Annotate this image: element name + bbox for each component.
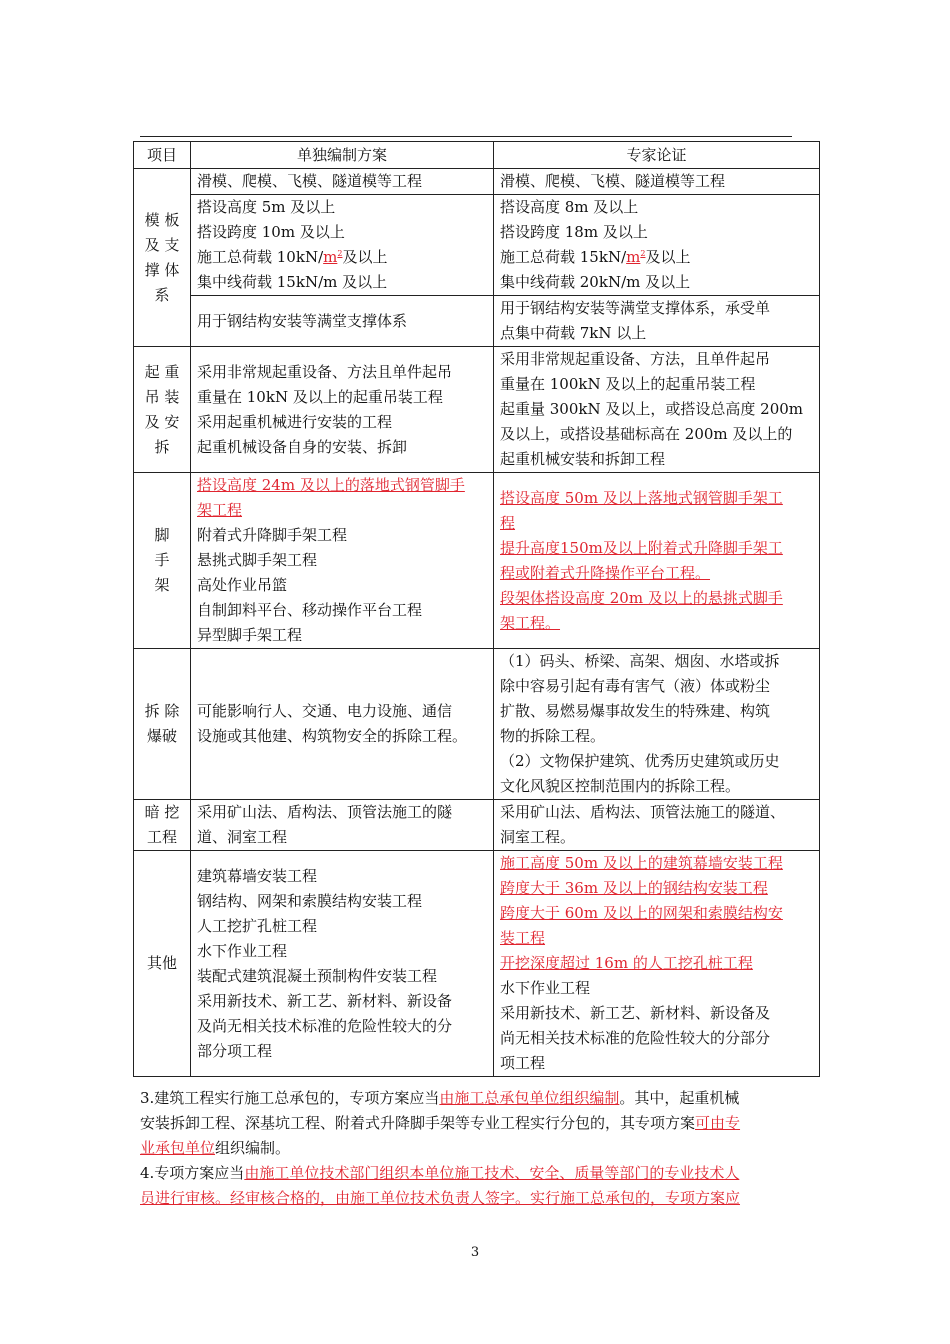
paragraph-3: 3.建筑工程实行施工总承包的，专项方案应当由施工总承包单位组织编制。其中，起重机械 安装拆卸工程、深基坑工程、附着式升降脚手架等专业工程实行分包的，其专项方案可由专 业承包单位组织编制。 xyxy=(140,1089,741,1157)
table-row xyxy=(134,473,820,649)
category-scaffold: 脚 手 架 xyxy=(134,473,191,649)
cell-single: 搭设高度 24m 及以上的落地式钢管脚手 架工程 附着式升降脚手架工程 悬挑式脚手架工程 高处作业吊篮 自制卸料平台、移动操作平台工程 异型脚手架工程 xyxy=(191,473,494,649)
table-row xyxy=(134,296,820,347)
header-rule xyxy=(140,136,792,137)
cell-expert: 搭设高度 8m 及以上 搭设跨度 18m 及以上 施工总荷载 $15kN/m^2$及以上 集中线荷载 20kN/m 及以上 xyxy=(494,195,820,296)
header-single-scheme: 单独编制方案 xyxy=(191,142,494,169)
category-formwork: 模 板 及 支 撑 体 系 xyxy=(134,169,191,347)
category-other: 其他 xyxy=(134,851,191,1077)
construction-scheme-table xyxy=(133,141,820,1077)
cell-single: 采用矿山法、盾构法、顶管法施工的隧 道、洞室工程 xyxy=(191,800,494,851)
table-row xyxy=(134,169,820,195)
cell-expert: 施工高度 50m 及以上的建筑幕墙安装工程 跨度大于 36m 及以上的钢结构安装工程 跨度大于 60m 及以上的网架和索膜结构安 装工程 开挖深度超过 16m 的人工挖孔桩工程 水下作业工程 采用新技术、新工艺、新材料、新设备及 尚无相关技术标准的危险性较大的分部分 项工程 xyxy=(494,851,820,1077)
cell-expert: 采用非常规起重设备、方法，且单件起吊 重量在 100kN 及以上的起重吊装工程 起重量 300kN 及以上，或搭设总高度 200m 及以上，或搭设基础标高在 200m 及以上的 起重机械安装和拆卸工程 xyxy=(494,347,820,473)
cell-expert: （1）码头、桥梁、高架、烟囱、水塔或拆 除中容易引起有毒有害气（液）体或粉尘 扩散、易燃易爆事故发生的特殊建、构筑 物的拆除工程。 （2）文物保护建筑、优秀历史建筑或历史 文化风貌区控制范围内的拆除工程。 xyxy=(494,649,820,800)
cell-expert: 采用矿山法、盾构法、顶管法施工的隧道、 洞室工程。 xyxy=(494,800,820,851)
cell-expert: 用于钢结构安装等满堂支撑体系，承受单 点集中荷载 7kN 以上 xyxy=(494,296,820,347)
cell-single: 建筑幕墙安装工程 钢结构、网架和索膜结构安装工程 人工挖扩孔桩工程 水下作业工程 装配式建筑混凝土预制构件安装工程 采用新技术、新工艺、新材料、新设备 及尚无相关技术标准的危险性较大的分 部分项工程 xyxy=(191,851,494,1077)
category-lifting: 起 重 吊 装 及 安 拆 xyxy=(134,347,191,473)
table-header-row xyxy=(134,142,820,169)
cell-single: 采用非常规起重设备、方法且单件起吊 重量在 10kN 及以上的起重吊装工程 采用起重机械进行安装的工程 起重机械设备自身的安装、拆卸 xyxy=(191,347,494,473)
table-row xyxy=(134,851,820,1077)
cell-single: 可能影响行人、交通、电力设施、通信 设施或其他建、构筑物安全的拆除工程。 xyxy=(191,649,494,800)
paragraph-4: 4.专项方案应当由施工单位技术部门组织本单位施工技术、安全、质量等部门的专业技术人 员进行审核。经审核合格的，由施工单位技术负责人签字。实行施工总承包的，专项方案应 xyxy=(140,1164,741,1207)
header-expert-review: 专家论证 xyxy=(494,142,820,169)
table-row xyxy=(134,347,820,473)
table-row xyxy=(134,800,820,851)
header-item: 项目 xyxy=(134,142,191,169)
category-demolition: 拆 除 爆破 xyxy=(134,649,191,800)
category-tunnel: 暗 挖 工程 xyxy=(134,800,191,851)
cell-single: 滑模、爬模、飞模、隧道模等工程 xyxy=(191,169,494,195)
cell-single: 搭设高度 5m 及以上 搭设跨度 10m 及以上 施工总荷载 $10kN/m^2$及以上 集中线荷载 15kN/m 及以上 xyxy=(191,195,494,296)
page-number: 3 xyxy=(470,1245,480,1260)
cell-expert: 滑模、爬模、飞模、隧道模等工程 xyxy=(494,169,820,195)
cell-expert: 搭设高度 50m 及以上落地式钢管脚手架工 程 提升高度150m及以上附着式升降脚手架工 程或附着式升降操作平台工程。 段架体搭设高度 20m 及以上的悬挑式脚手 架工程。 xyxy=(494,473,820,649)
table-row xyxy=(134,195,820,296)
table-row xyxy=(134,649,820,800)
cell-single: 用于钢结构安装等满堂支撑体系 xyxy=(191,296,494,347)
